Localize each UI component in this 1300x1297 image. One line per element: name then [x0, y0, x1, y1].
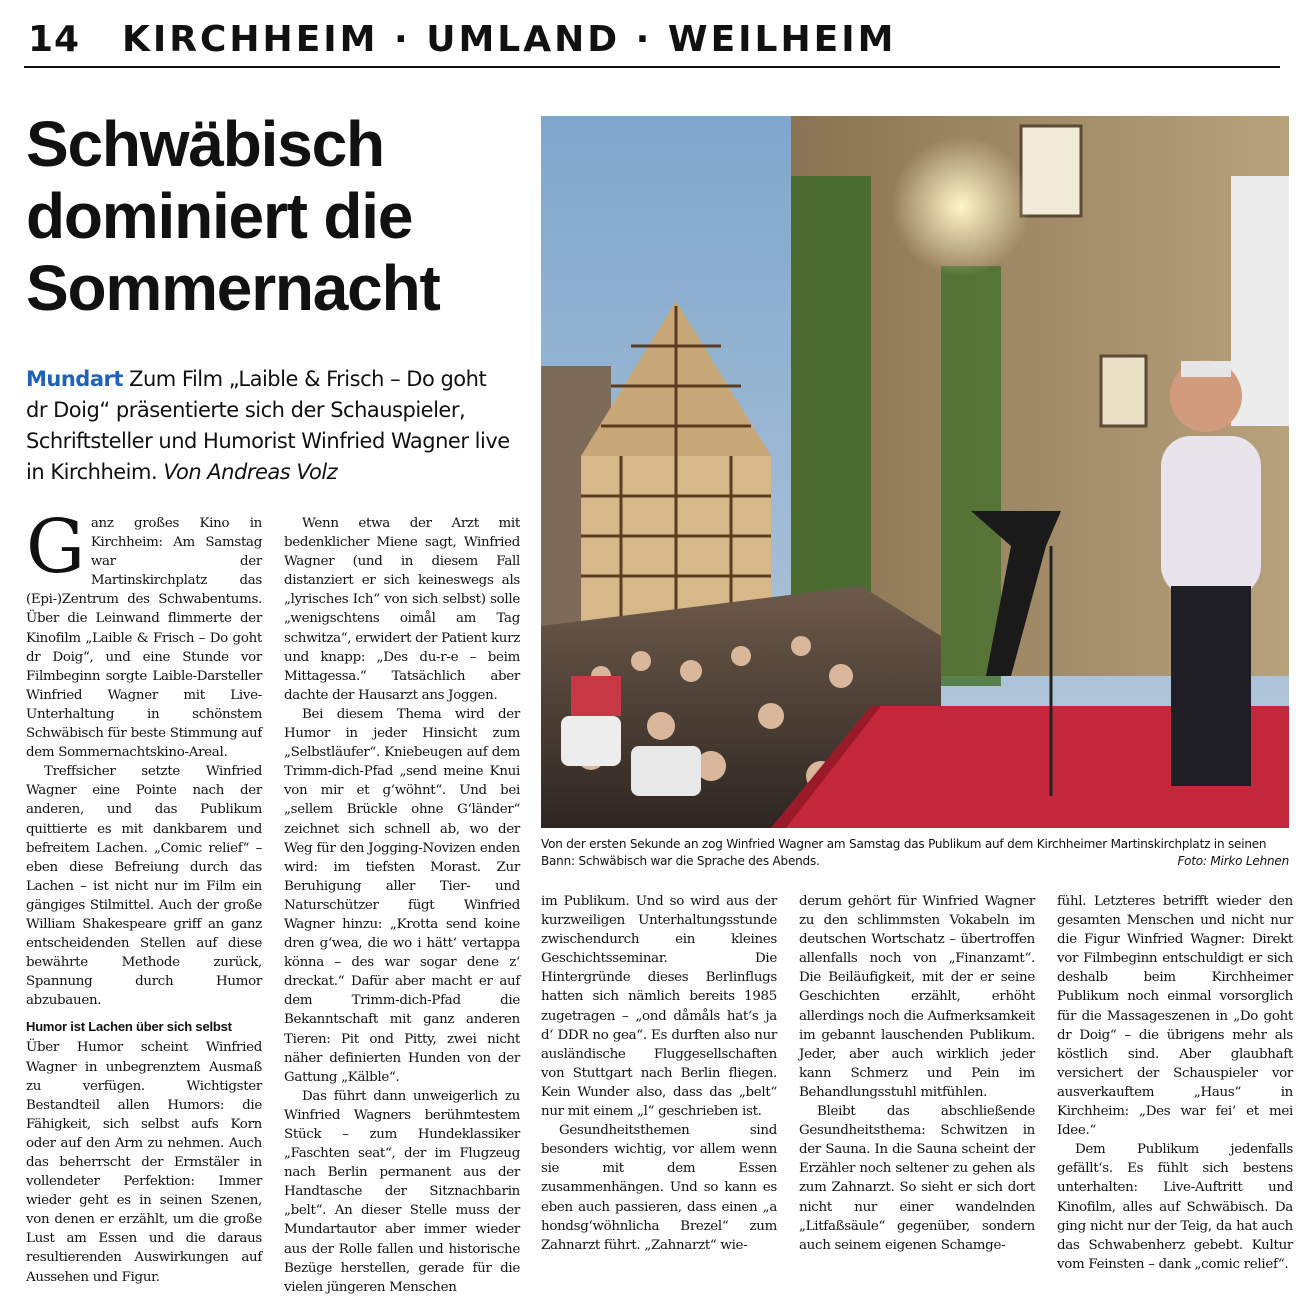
paragraph: Über Humor scheint Winfried Wagner in unbegrenztem Ausmaß zu verfügen. Wichtigster Bestandteil allen Humors: die Fähigkeit, sich selbst aufs Korn oder auf den Arm zu nehmen. Auch das beherrscht der Ermstäler in vollendeter Perfektion: Immer wieder geht es in seinen Szenen, von denen er erzählt, um die große Lust am Essen und die daraus resultierenden Auswirkungen auf Aussehen und Figur. — [26, 1040, 262, 1285]
paragraph: im Publikum. Und so wird aus der kurzweiligen Unterhaltungsstunde zwischendurch ein kleines Geschichtsseminar. Die Hintergründe dieses Berlinflugs hatten sich nämlich bereits 1985 zugetragen – „ond dåmåls hat‘s ja d‘ DDR no gea“. Es durften also nur ausländische Fluggesellschaften von Stuttgart nach Berlin fliegen. Kein Wunder also, dass das „belt“ nur mit einem „l“ geschrieben ist. — [541, 894, 777, 1120]
text-column-2 — [284, 514, 520, 1297]
subheading: Humor ist Lachen über sich selbst — [26, 1019, 232, 1035]
byline: Von Andreas Volz — [163, 460, 338, 484]
article-photo — [541, 116, 1289, 828]
intro-body: Zum Film „Laible & Frisch – Do goht dr Doig“ präsentierte sich der Schauspieler, Schriftsteller und Humorist Winfried Wagner live in Kirchheim. — [26, 367, 510, 484]
paragraph: Treffsicher setzte Winfried Wagner eine Pointe nach der anderen, und das Publikum quittierte es mit dankbarem und befreitem Lachen. „Comic relief“ – eben diese Befreiung durch das Lachen – ist nicht nur im Film ein gängiges Stilmittel. Auch der große William Shakespeare griff an ganz entscheidenden Stellen auf diese bewährte Methode zurück, Spannung durch Humor abzubauen. — [26, 764, 262, 1009]
headline-line: Schwäbisch — [26, 108, 384, 180]
text-column-5 — [1057, 892, 1293, 1274]
paragraph-text: anz großes Kino in Kirchheim: Am Samstag war der Martinskirchplatz das (Epi-)Zentrum des Schwabentums. Über die Leinwand flimmerte der Kinofilm „Laible & Frisch – Do goht dr Doig“, und eine Stunde vor Filmbeginn sorgte Laible-Darsteller Winfried Wagner mit Live-Unterhaltung in schönstem Schwäbisch für beste Stimmung auf dem Sommernachtskino-Areal. — [26, 516, 262, 761]
photo-illustration — [541, 116, 1289, 828]
text-column-3 — [541, 892, 777, 1255]
intro-text — [26, 364, 512, 488]
paragraph: Gesundheitsthemen sind besonders wichtig, vor allem wenn sie mit dem Essen zusammenhängen. Und so kann es eben auch passieren, dass einen „a hondsg‘wöhnlicha Brezel“ zum Zahnarzt führt. „Zahnarzt“ wie- — [541, 1123, 777, 1253]
text-column-1 — [26, 504, 262, 1287]
page-number: 14 — [28, 19, 81, 60]
paragraph: fühl. Letzteres betrifft wieder den gesamten Menschen und nicht nur die Figur Winfried Wagner: Direkt vor Filmbeginn entschuldigt er sich deshalb beim Kirchheimer Publikum noch einmal vorsorglich für die Massageszenen in „Do goht dr Doig“ – die übrigens mehr als köstlich sind. Aber glaubhaft versichert der Schauspieler vor ausverkauftem „Haus“ in Kirchheim: „Des war fei‘ et mei Idee.“ — [1057, 894, 1293, 1139]
caption-text: Von der ersten Sekunde an zog Winfried Wagner am Samstag das Publikum auf dem Kirchheimer Martinskirchplatz in seinen Bann: Schwäbisch war die Sprache des Abends. — [541, 837, 1267, 868]
paragraph: Bleibt das abschließende Gesundheitsthema: Schwitzen in der Sauna. In die Sauna scheint der Erzähler noch seltener zu gehen als zum Zahnarzt. So sieht er sich dort nicht nur einer wandelnden „Litfaßsäule“ gegenüber, sondern auch seinem eigenen Schamge- — [799, 1104, 1035, 1253]
paragraph — [26, 504, 262, 762]
photo-caption — [541, 836, 1289, 870]
headline-line: dominiert die — [26, 180, 413, 252]
paragraph: Dem Publikum jedenfalls gefällt‘s. Es fühlt sich bestens unterhalten: Live-Auftritt und Kinofilm, alles auf Schwäbisch. Da ging nicht nur der Teig, da hat auch das Schwabenherz gebebt. Kultur vom Feinsten – dank „comic relief“. — [1057, 1142, 1293, 1272]
text-column-4 — [799, 892, 1035, 1255]
drop-cap: G — [26, 504, 85, 590]
paragraph: Wenn etwa der Arzt mit bedenklicher Miene sagt, Winfried Wagner (und in diesem Fall distanziert er sich keineswegs als „lyrisches Ich“ von sich selbst) solle „wenigschtens oimål am Tag schwitza“, erwidert der Patient kurz und knapp: „Des du-r-e – beim Mittagessa.“ Tatsächlich aber dachte der Hausarzt ans Joggen. — [284, 516, 520, 703]
kicker: Mundart — [26, 367, 123, 391]
header-rule — [24, 66, 1280, 68]
headline — [26, 108, 526, 324]
section-title: KIRCHHEIM · UMLAND · WEILHEIM — [122, 19, 897, 60]
photo-credit: Foto: Mirko Lehnen — [1177, 854, 1289, 868]
paragraph: derum gehört für Winfried Wagner zu den schlimmsten Vokabeln im deutschen Wortschatz – übertroffen allenfalls noch von „Finanzamt“. Die Beiläufigkeit, mit der er seine Geschichten erzählt, erhöht allerdings noch die Aufmerksamkeit im gebannt lauschenden Publikum. Jeder, aber auch wirklich jeder kann Schmerz und Pein im Behandlungsstuhl mitfühlen. — [799, 894, 1035, 1100]
paragraph: Das führt dann unweigerlich zu Winfried Wagners berühmtestem Stück – zum Hundeklassiker „Faschten seat“, der im Flugzeug nach Berlin permanent aus der Handtasche der Sitznachbarin „belt“. An dieser Stelle muss der Mundartautor aber immer wieder aus der Rolle fallen und historische Bezüge herstellen, gerade für die vielen jüngeren Menschen — [284, 1088, 520, 1295]
page-header — [24, 18, 1280, 62]
headline-line: Sommernacht — [26, 252, 440, 324]
paragraph: Bei diesem Thema wird der Humor in jeder Hinsicht zum „Selbstläufer“. Kniebeugen auf dem Trimm-dich-Pfad „send meine Knui von mir et g‘wöhnt“. Und bei „sellem Brückle ohne G‘länder“ zeichnet sich schnell ab, wo der Weg für den Jogging-Novizen enden wird: im tiefsten Morast. Zur Beruhigung aller Tier- und Naturschützer fügt Winfried Wagner hinzu: „Krotta send koine dren g‘wea, die wo i hätt‘ vertappa könna – des war sogar dene z‘ dreckat.“ Dafür aber macht er auf dem Trimm-dich-Pfad die Bekanntschaft mit ganz anderen Tieren: Pit ond Pitty, zwei nicht näher definierten Hunden von der Gattung „Kälble“. — [284, 706, 520, 1085]
